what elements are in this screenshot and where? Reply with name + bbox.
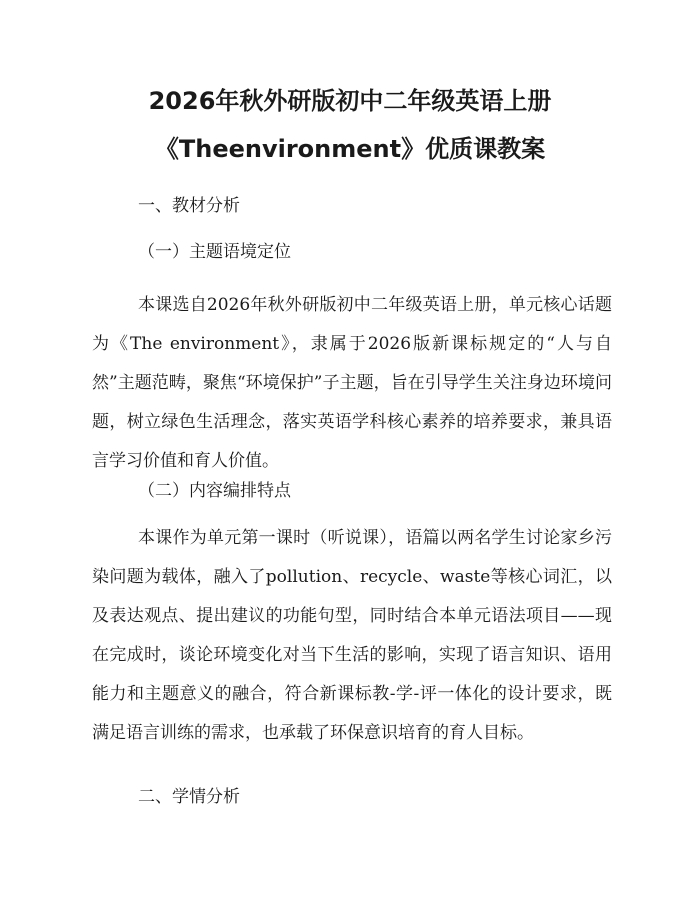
paragraph-content-features: 本课作为单元第一课时（听说课），语篇以两名学生讨论家乡污染问题为载体，融入了pollution、recycle、waste等核心词汇，以及表达观点、提出建议的功能句型，同时结合本单元语法项目——现在完成时，谈论环境变化对当下生活的影响，实现了语言知识、语用能力和主题意义的融合，符合新课标教-学-评一体化的设计要求，既满足语言训练的需求，也承载了环保意识培育的育人目标。 [92,528,612,743]
paragraph-theme-context: 本课选自2026年秋外研版初中二年级英语上册，单元核心话题为《The environment》，隶属于2026版新课标规定的“人与自然”主题范畴，聚焦“环境保护”子主题，旨在引导学生关注身边环境问题，树立绿色生活理念，落实英语学科核心素养的培养要求，兼具语言学习价值和育人价值。 [92,295,612,471]
document-title-line-1: 2026年秋外研版初中二年级英语上册 [148,87,552,115]
document-title-line-2: 《Theenvironment》优质课教案 [154,135,546,163]
section-heading-learner-analysis: 二、学情分析 [138,787,240,807]
subsection-heading-theme-context: （一）主题语境定位 [138,242,291,262]
subsection-heading-content-features: （二）内容编排特点 [138,481,291,501]
section-heading-textbook-analysis: 一、教材分析 [138,196,240,216]
